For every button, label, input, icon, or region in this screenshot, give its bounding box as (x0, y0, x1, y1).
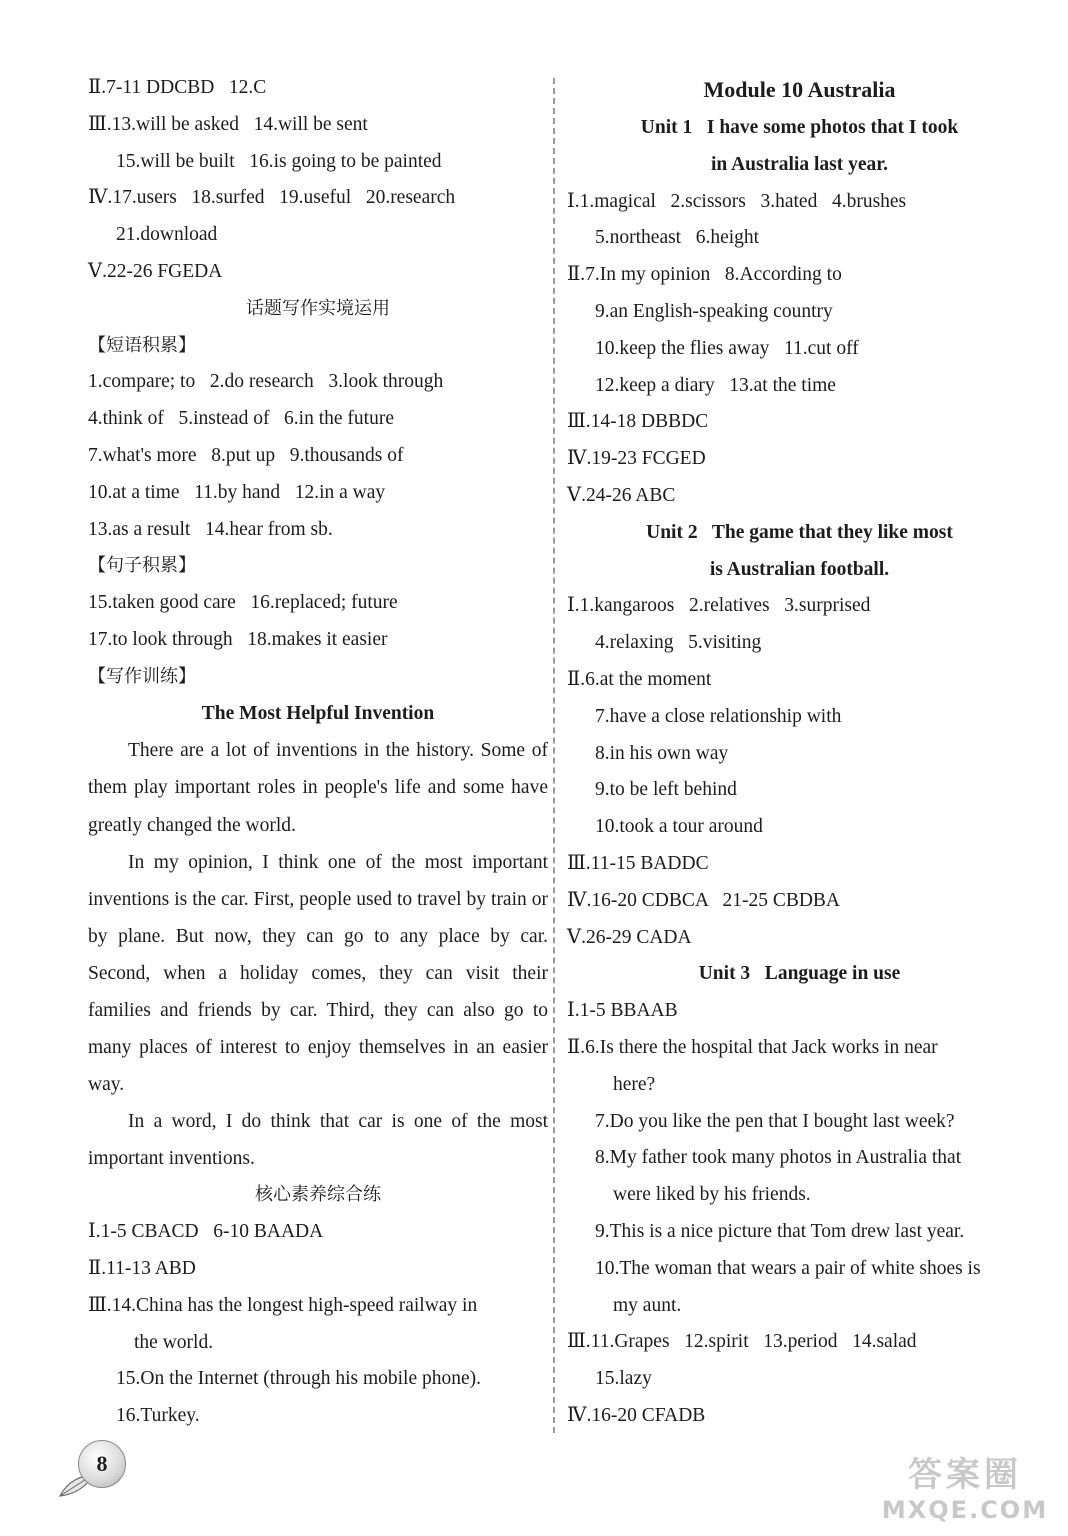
answer-line: 7.Do you like the pen that I bought last week? (595, 1110, 955, 1132)
answer-line: Ⅱ.6.Is there the hospital that Jack works in near (567, 1036, 938, 1058)
essay-paragraph: In my opinion, I think one of the most important inventions is the car. First, people used to travel by train or by plane. But now, they can go to any place by car. Second, when a holiday comes, they can visit their families and friends by car. Third, they can also go to many places of interest to enjoy themselves in an easier way. (88, 851, 548, 1096)
watermark-logo (870, 1455, 1060, 1525)
answer-line: 15.lazy (595, 1368, 652, 1390)
essay-body (88, 732, 548, 1177)
answer-line: Ⅰ.1-5 CBACD 6-10 BAADA (88, 1221, 324, 1243)
page-number: 8 (78, 1440, 126, 1488)
answer-line: 10.The woman that wears a pair of white shoes is (595, 1257, 981, 1279)
essay-paragraph: There are a lot of inventions in the history. Some of them play important roles in people's life and some have greatly changed the world. (88, 740, 548, 836)
essay-paragraph: In a word, I do think that car is one of the most important inventions. (88, 1111, 548, 1170)
answer-line: here? (613, 1073, 656, 1095)
answer-line: 17.to look through 18.makes it easier (88, 628, 388, 650)
answer-line: my aunt. (613, 1294, 682, 1316)
answer-line: Ⅲ.13.will be asked 14.will be sent (88, 113, 368, 135)
right-column (567, 70, 1032, 1435)
answer-line: Ⅲ.11-15 BADDC (567, 852, 709, 874)
answer-line: 21.download (116, 224, 218, 246)
core-practice-heading: 核心素养综合练 (255, 1184, 381, 1206)
column-divider (553, 78, 555, 1433)
unit-title: Unit 1 I have some photos that I took (640, 117, 959, 138)
answer-line: Ⅳ.17.users 18.surfed 19.useful 20.research (88, 187, 456, 209)
answer-line: 15.On the Internet (through his mobile phone). (116, 1368, 482, 1390)
phrase-section-heading: 【短语积累】 (88, 334, 196, 356)
answer-line: Ⅱ.6.at the moment (567, 668, 712, 690)
answer-line: 4.think of 5.instead of 6.in the future (88, 408, 394, 430)
answer-line: 13.as a result 14.hear from sb. (88, 518, 333, 540)
unit-title: Unit 2 The game that they like most (646, 521, 953, 543)
unit-title: Unit 3 Language in use (698, 963, 901, 985)
answer-line: 9.This is a nice picture that Tom drew last year. (595, 1220, 965, 1242)
answer-line: 9.an English-speaking country (595, 300, 833, 322)
answer-line: Ⅳ.19-23 FCGED (567, 448, 706, 470)
answer-line: 8.in his own way (595, 742, 729, 764)
answer-line: Ⅰ.1.magical 2.scissors 3.hated 4.brushes (567, 190, 907, 212)
answer-line: Ⅴ.26-29 CADA (567, 926, 692, 948)
sentence-section-heading: 【句子积累】 (88, 555, 196, 577)
answer-line: 16.Turkey. (116, 1405, 200, 1427)
answer-line: Ⅱ.7.In my opinion 8.According to (567, 264, 842, 286)
unit-title: in Australia last year. (711, 153, 888, 175)
answer-line: 1.compare; to 2.do research 3.look through (88, 371, 444, 393)
answer-line: 7.have a close relationship with (595, 705, 842, 727)
answer-line: Ⅲ.11.Grapes 12.spirit 13.period 14.salad (567, 1331, 917, 1353)
answer-line: 7.what's more 8.put up 9.thousands of (88, 444, 404, 466)
essay-title: The Most Helpful Invention (201, 702, 435, 724)
topic-writing-heading: 话题写作实境运用 (246, 297, 390, 319)
left-column (88, 70, 548, 1435)
answer-line: Ⅳ.16-20 CDBCA 21-25 CBDBA (567, 889, 841, 911)
answer-line: 15.taken good care 16.replaced; future (88, 592, 398, 614)
watermark-text: 答案圈 (908, 1455, 1022, 1495)
answer-line: Ⅱ.7-11 DDCBD 12.C (88, 77, 267, 98)
answer-line: Ⅴ.22-26 FGEDA (88, 260, 223, 282)
answer-line: 5.northeast 6.height (595, 227, 760, 249)
unit-title: is Australian football. (709, 558, 890, 580)
answer-line: 8.My father took many photos in Australia that (595, 1147, 962, 1169)
answer-line: were liked by his friends. (613, 1184, 811, 1206)
watermark-url: MXQE.COM (881, 1496, 1049, 1524)
answer-line: Ⅰ.1-5 BBAAB (567, 1000, 678, 1022)
answer-line: Ⅳ.16-20 CFADB (567, 1404, 706, 1426)
answer-line: Ⅲ.14-18 DBBDC (567, 411, 709, 433)
answer-line: 4.relaxing 5.visiting (595, 632, 762, 654)
answer-line: 15.will be built 16.is going to be painted (116, 150, 442, 172)
module-title: Module 10 Australia (703, 77, 896, 102)
answer-line: 10.at a time 11.by hand 12.in a way (88, 481, 386, 503)
answer-line: Ⅱ.11-13 ABD (88, 1258, 196, 1280)
answer-line: 12.keep a diary 13.at the time (595, 374, 836, 396)
answer-line: the world. (134, 1331, 214, 1353)
answer-line: 10.keep the flies away 11.cut off (595, 337, 859, 359)
answer-line: Ⅲ.14.China has the longest high-speed railway in (88, 1294, 478, 1316)
answer-line: Ⅴ.24-26 ABC (567, 484, 676, 506)
answer-line: 10.took a tour around (595, 816, 763, 838)
writing-section-heading: 【写作训练】 (88, 665, 196, 687)
answer-line: Ⅰ.1.kangaroos 2.relatives 3.surprised (567, 595, 871, 617)
answer-line: 9.to be left behind (595, 779, 737, 801)
